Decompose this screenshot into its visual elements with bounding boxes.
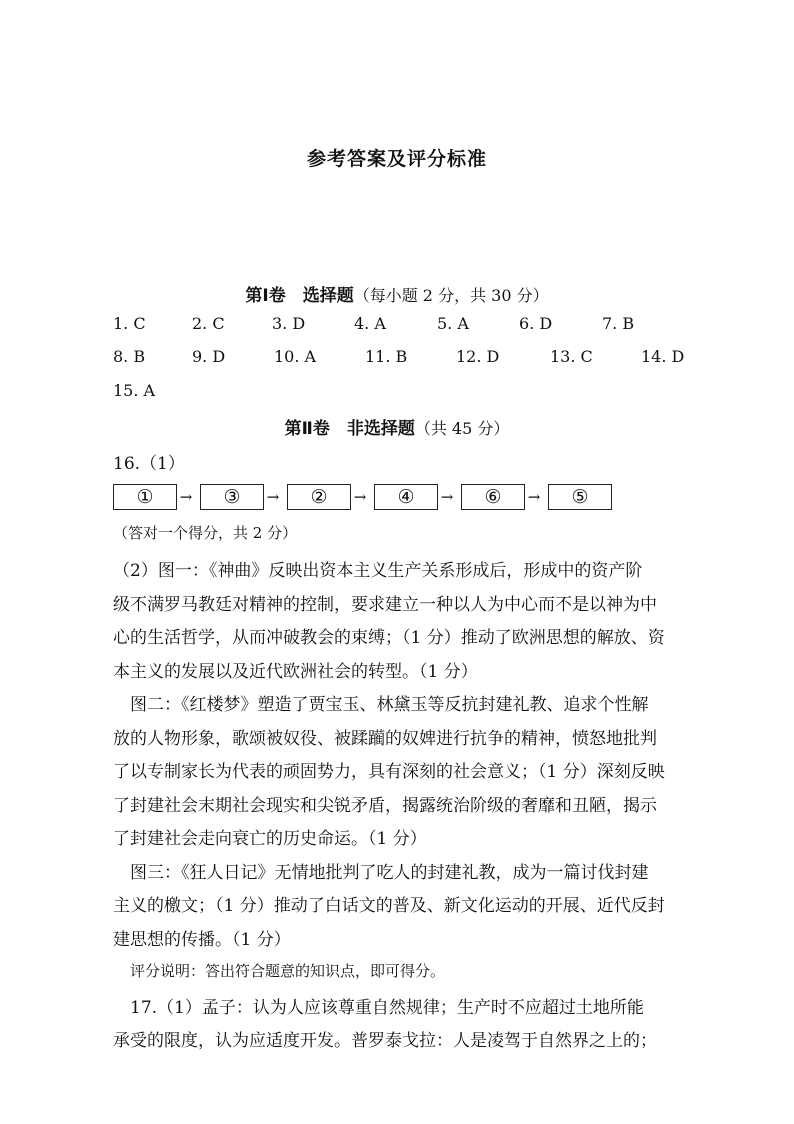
arrow-right-icon: → — [266, 488, 280, 506]
answer-item: 8. B — [113, 347, 146, 366]
arrow-right-icon: → — [179, 488, 193, 506]
answer-item: 9. D — [192, 347, 226, 366]
section1-title: 第Ⅰ卷 选择题 — [245, 286, 354, 306]
sequence-box: ③ — [200, 484, 264, 510]
scoring-note: 评分说明：答出符合题意的知识点，即可得分。 — [130, 962, 446, 980]
text-line: 心的生活哲学，从而冲破教会的束缚；（1 分）推动了欧洲思想的解放、资 — [113, 628, 665, 648]
text-line: 图三：《狂人日记》无情地批判了吃人的封建礼教，成为一篇讨伐封建 — [130, 863, 649, 883]
answer-item: 10. A — [274, 347, 317, 366]
text-line: 图二：《红楼梦》塑造了贾宝玉、林黛玉等反抗封建礼教、追求个性解 — [130, 695, 649, 715]
section1-note: （每小题 2 分，共 30 分） — [353, 286, 549, 305]
sequence-box: ⑥ — [461, 484, 525, 510]
text-line: 17.（1）孟子：认为人应该尊重自然规律；生产时不应超过土地所能 — [130, 998, 644, 1018]
sequence-box: ① — [113, 484, 177, 510]
section1-heading — [0, 281, 794, 306]
text-line: （2）图一：《神曲》反映出资本主义生产关系形成后，形成中的资产阶 — [113, 561, 643, 581]
text-line: 本主义的发展以及近代欧洲社会的转型。（1 分） — [113, 662, 478, 682]
sequence-box: ④ — [374, 484, 438, 510]
text-line: 级不满罗马教廷对精神的控制，要求建立一种以人为中心而不是以神为中 — [113, 595, 657, 615]
answer-item: 11. B — [365, 347, 408, 366]
answer-item: 6. D — [519, 314, 553, 333]
q16-label: 16.（1） — [113, 454, 185, 474]
section2-title: 第Ⅱ卷 非选择题 — [284, 419, 415, 439]
text-line: 承受的限度，认为应适度开发。普罗泰戈拉：人是凌驾于自然界之上的； — [113, 1031, 657, 1051]
answer-item: 7. B — [602, 314, 635, 333]
text-line: 放的人物形象，歌颂被奴役、被蹂躏的奴婢进行抗争的精神，愤怒地批判 — [113, 729, 657, 749]
section2-note: （共 45 分） — [414, 419, 510, 438]
answer-item: 1. C — [113, 314, 146, 333]
text-line: 建思想的传播。（1 分） — [113, 930, 291, 950]
text-line: 了封建社会末期社会现实和尖锐矛盾，揭露统治阶级的奢靡和丑陋，揭示 — [113, 796, 657, 816]
q16-sequence — [113, 484, 633, 510]
arrow-right-icon: → — [440, 488, 454, 506]
answer-item: 14. D — [641, 347, 685, 366]
arrow-right-icon: → — [353, 488, 367, 506]
text-line: 了以专制家长为代表的顽固势力，具有深刻的社会意义；（1 分）深刻反映 — [113, 762, 665, 782]
answer-item: 12. D — [456, 347, 500, 366]
text-line: 了封建社会走向衰亡的历史命运。（1 分） — [113, 829, 427, 849]
arrow-right-icon: → — [527, 488, 541, 506]
sequence-box: ⑤ — [548, 484, 612, 510]
q16-score-note: （答对一个得分，共 2 分） — [113, 524, 298, 542]
answer-item: 13. C — [550, 347, 593, 366]
section2-heading — [0, 414, 794, 439]
answer-item: 4. A — [354, 314, 386, 333]
sequence-box: ② — [287, 484, 351, 510]
answer-item: 3. D — [272, 314, 306, 333]
answer-item: 5. A — [437, 314, 469, 333]
answer-item: 2. C — [192, 314, 225, 333]
answer-item: 15. A — [113, 381, 156, 400]
text-line: 主义的檄文；（1 分）推动了白话文的普及、新文化运动的开展、近代反封 — [113, 896, 665, 916]
page-title: 参考答案及评分标准 — [306, 148, 487, 170]
